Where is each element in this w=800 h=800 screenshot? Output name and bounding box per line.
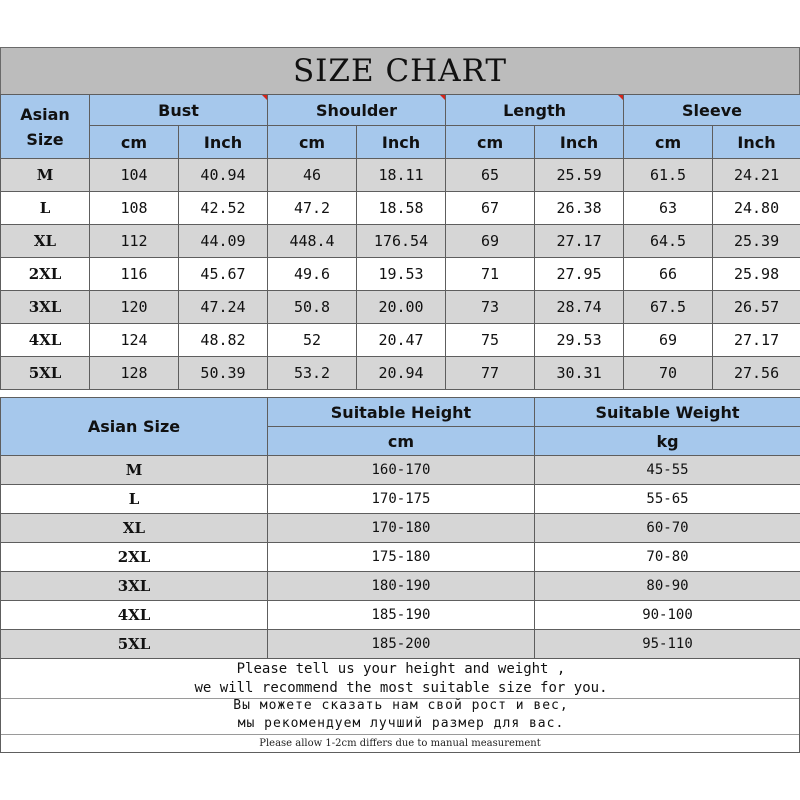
measurement-cell: 53.2 <box>268 357 357 390</box>
measurement-cell: 176.54 <box>357 225 446 258</box>
unit-header-row <box>1 126 800 159</box>
fit-cell: 80-90 <box>535 572 800 601</box>
note-english-line1: Please tell us your height and weight , <box>236 661 566 677</box>
unit-header: Inch <box>713 126 800 159</box>
measurement-cell: 71 <box>446 258 535 291</box>
fit-cell: 70-80 <box>535 543 800 572</box>
unit-header: cm <box>268 126 357 159</box>
height-unit-header: cm <box>268 427 535 456</box>
measurement-cell: 27.95 <box>535 258 624 291</box>
fit-cell: 45-55 <box>535 456 800 485</box>
measurement-cell: 77 <box>446 357 535 390</box>
measurement-cell: 18.58 <box>357 192 446 225</box>
measurement-table <box>0 94 800 390</box>
measurement-cell: 20.47 <box>357 324 446 357</box>
measurement-cell: 50.39 <box>179 357 268 390</box>
measurement-cell: 20.94 <box>357 357 446 390</box>
size-label: L <box>1 192 90 225</box>
table-row <box>1 225 800 258</box>
measurement-cell: 20.00 <box>357 291 446 324</box>
size-label: 4XL <box>1 324 90 357</box>
measurement-cell: 120 <box>90 291 179 324</box>
fit-asian-size-header: Asian Size <box>1 398 268 456</box>
unit-header: cm <box>624 126 713 159</box>
asian-size-header-line2: Size <box>26 129 64 149</box>
measurement-cell: 70 <box>624 357 713 390</box>
measurement-cell: 47.24 <box>179 291 268 324</box>
table-row <box>1 572 800 601</box>
size-label: 5XL <box>1 357 90 390</box>
fit-cell: 55-65 <box>535 485 800 514</box>
measurement-cell: 116 <box>90 258 179 291</box>
size-label: 2XL <box>1 543 268 572</box>
measurement-cell: 63 <box>624 192 713 225</box>
measurement-cell: 30.31 <box>535 357 624 390</box>
fit-cell: 60-70 <box>535 514 800 543</box>
shoulder-header: Shoulder <box>268 95 446 126</box>
table-row <box>1 514 800 543</box>
size-chart-title: SIZE CHART <box>0 47 800 95</box>
measurement-cell: 50.8 <box>268 291 357 324</box>
table-row <box>1 192 800 225</box>
unit-header: cm <box>90 126 179 159</box>
unit-header: Inch <box>179 126 268 159</box>
table-row <box>1 291 800 324</box>
measurement-cell: 26.38 <box>535 192 624 225</box>
measurement-cell: 45.67 <box>179 258 268 291</box>
table-row <box>1 258 800 291</box>
measurement-cell: 65 <box>446 159 535 192</box>
size-label: 3XL <box>1 291 90 324</box>
measurement-cell: 112 <box>90 225 179 258</box>
fit-cell: 185-190 <box>268 601 535 630</box>
measurement-cell: 24.80 <box>713 192 800 225</box>
measurement-cell: 67 <box>446 192 535 225</box>
fit-cell: 170-180 <box>268 514 535 543</box>
measurement-disclaimer: Please allow 1-2cm differs due to manual measurement <box>1 734 799 753</box>
measurement-cell: 48.82 <box>179 324 268 357</box>
measurement-cell: 66 <box>624 258 713 291</box>
measurement-cell: 448.4 <box>268 225 357 258</box>
note-russian-line2: мы рекомендуем лучший размер для вас. <box>237 716 565 731</box>
table-row <box>1 630 800 659</box>
table-row <box>1 543 800 572</box>
size-label: 5XL <box>1 630 268 659</box>
fit-cell: 90-100 <box>535 601 800 630</box>
measurement-cell: 28.74 <box>535 291 624 324</box>
measurement-cell: 124 <box>90 324 179 357</box>
bust-header: Bust <box>90 95 268 126</box>
fit-table <box>0 397 800 659</box>
note-english-line2: we will recommend the most suitable size for you. <box>194 680 608 696</box>
size-label: 2XL <box>1 258 90 291</box>
table-row <box>1 601 800 630</box>
fit-cell: 180-190 <box>268 572 535 601</box>
measurement-cell: 128 <box>90 357 179 390</box>
size-label: XL <box>1 225 90 258</box>
size-label: M <box>1 159 90 192</box>
measurement-cell: 64.5 <box>624 225 713 258</box>
measurement-cell: 24.21 <box>713 159 800 192</box>
notes-box <box>0 658 800 753</box>
suitable-height-header: Suitable Height <box>268 398 535 427</box>
measurement-cell: 27.17 <box>713 324 800 357</box>
length-header: Length <box>446 95 624 126</box>
size-label: 3XL <box>1 572 268 601</box>
measurement-cell: 25.59 <box>535 159 624 192</box>
measurement-cell: 19.53 <box>357 258 446 291</box>
measurement-cell: 46 <box>268 159 357 192</box>
measurement-cell: 29.53 <box>535 324 624 357</box>
fit-cell: 95-110 <box>535 630 800 659</box>
measurement-cell: 52 <box>268 324 357 357</box>
asian-size-header-line1: Asian <box>20 104 70 124</box>
measurement-cell: 67.5 <box>624 291 713 324</box>
fit-cell: 175-180 <box>268 543 535 572</box>
weight-unit-header: kg <box>535 427 800 456</box>
measurement-cell: 27.56 <box>713 357 800 390</box>
measurement-cell: 25.39 <box>713 225 800 258</box>
measurement-cell: 49.6 <box>268 258 357 291</box>
measurement-cell: 26.57 <box>713 291 800 324</box>
measurement-cell: 69 <box>446 225 535 258</box>
unit-header: Inch <box>535 126 624 159</box>
table-row <box>1 324 800 357</box>
size-label: L <box>1 485 268 514</box>
measurement-cell: 108 <box>90 192 179 225</box>
measurement-cell: 25.98 <box>713 258 800 291</box>
measurement-cell: 40.94 <box>179 159 268 192</box>
sleeve-header: Sleeve <box>624 95 800 126</box>
measurement-cell: 47.2 <box>268 192 357 225</box>
size-label: XL <box>1 514 268 543</box>
measurement-cell: 44.09 <box>179 225 268 258</box>
asian-size-header <box>1 95 90 159</box>
table-row <box>1 456 800 485</box>
measurement-cell: 42.52 <box>179 192 268 225</box>
size-label: 4XL <box>1 601 268 630</box>
unit-header: Inch <box>357 126 446 159</box>
measurement-cell: 75 <box>446 324 535 357</box>
size-label: M <box>1 456 268 485</box>
note-russian-line1: Вы можете сказать нам свой рост и вес, <box>233 698 569 713</box>
measurement-cell: 104 <box>90 159 179 192</box>
table-row <box>1 357 800 390</box>
table-row <box>1 159 800 192</box>
suitable-weight-header: Suitable Weight <box>535 398 800 427</box>
fit-cell: 160-170 <box>268 456 535 485</box>
measurement-cell: 73 <box>446 291 535 324</box>
fit-cell: 170-175 <box>268 485 535 514</box>
measurement-cell: 69 <box>624 324 713 357</box>
fit-cell: 185-200 <box>268 630 535 659</box>
measurement-cell: 18.11 <box>357 159 446 192</box>
measurement-cell: 61.5 <box>624 159 713 192</box>
measurement-cell: 27.17 <box>535 225 624 258</box>
table-row <box>1 485 800 514</box>
unit-header: cm <box>446 126 535 159</box>
